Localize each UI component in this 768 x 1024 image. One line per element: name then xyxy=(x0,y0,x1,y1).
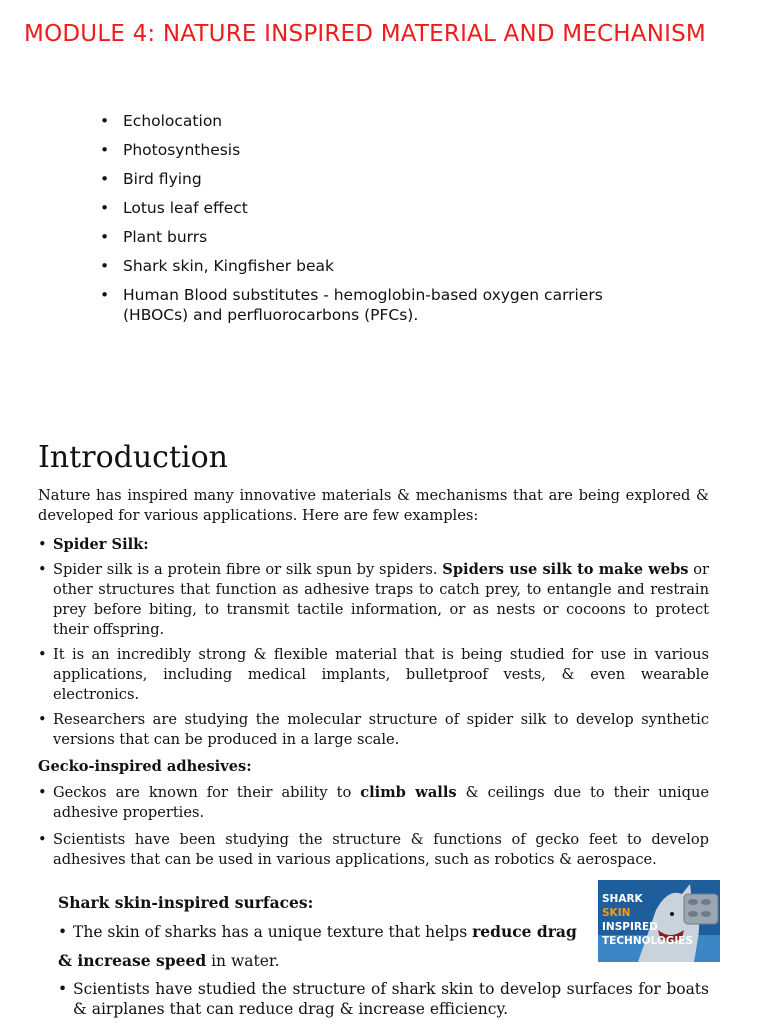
gecko-bullet xyxy=(38,783,709,823)
topic-item: • Photosynthesis xyxy=(100,140,660,160)
spider-silk-bullets-2 xyxy=(38,645,709,705)
emphasis: climb walls xyxy=(360,784,457,801)
spider-silk-bullets xyxy=(38,560,709,640)
topic-list xyxy=(100,111,660,334)
text: Geckos are known for their ability to xyxy=(53,784,361,801)
image-caption-line: TECHNOLOGIES xyxy=(602,935,694,947)
intro-lead-section xyxy=(38,486,709,526)
introduction-heading: Introduction xyxy=(38,440,228,475)
text: Scientists have studied the structure of shark skin to develop surfaces for boats & airplanes that can reduce drag & increase efficiency. xyxy=(73,980,709,1018)
topic-item: • Human Blood substitutes - hemoglobin-based oxygen carriers (HBOCs) and perfluorocarbons (PFCs). xyxy=(100,285,660,325)
text: Spider silk is a protein fibre or silk spun by spiders. xyxy=(53,561,443,578)
shark-bullet xyxy=(58,979,709,1019)
spider-silk-heading xyxy=(38,535,709,555)
bullet-glyph: • xyxy=(58,923,68,941)
text: The skin of sharks has a unique texture that helps xyxy=(73,923,473,941)
topic-item: • Plant burrs xyxy=(100,227,660,247)
gecko-bullets-2 xyxy=(38,830,709,870)
emphasis: Spiders use silk to make webs xyxy=(442,561,689,578)
emphasis: & increase speed xyxy=(58,951,207,970)
gecko-bullets xyxy=(38,783,709,823)
bullet-glyph: • xyxy=(58,980,68,998)
module-title: MODULE 4: NATURE INSPIRED MATERIAL AND MECHANISM xyxy=(24,21,706,47)
topic-item: • Shark skin, Kingfisher beak xyxy=(100,256,660,276)
emphasis: reduce drag xyxy=(472,922,577,941)
topic-item: • Lotus leaf effect xyxy=(100,198,660,218)
spider-silk-bullets-3 xyxy=(38,710,709,750)
image-caption-line: SKIN xyxy=(602,907,631,919)
shark-technologies-image xyxy=(598,880,720,962)
shark-title: Shark skin-inspired surfaces: xyxy=(58,893,314,912)
spider-silk-title: Spider Silk: xyxy=(53,536,149,553)
intro-lead: Nature has inspired many innovative materials & mechanisms that are being explored & developed for various applications. Here are few examples: xyxy=(38,487,709,524)
topic-item: • Bird flying xyxy=(100,169,660,189)
image-caption-line: SHARK xyxy=(602,893,643,905)
spider-silk-bullet xyxy=(38,560,709,640)
spider-silk-bullet: • It is an incredibly strong & flexible material that is being studied for use in various applications, including medical implants, bulletproof vests, & even wearable electronics. xyxy=(38,645,709,705)
text: or other structures that function as adhesive traps to catch prey, to entangle and restrain prey before biting, to transmit tactile information, or as nests or cocoons to protect their offspring. xyxy=(53,561,709,638)
text: in water. xyxy=(206,952,280,970)
text: & ceilings due to their unique adhesive properties. xyxy=(53,784,709,821)
spider-silk-bullet: • Researchers are studying the molecular structure of spider silk to develop synthetic versions that can be produced in a large scale. xyxy=(38,710,709,750)
image-caption-line: INSPIRED xyxy=(602,921,658,933)
spider-silk-section xyxy=(38,535,709,555)
gecko-title: Gecko-inspired adhesives: xyxy=(38,758,252,775)
topic-item: • Echolocation xyxy=(100,111,660,131)
shark-bullet xyxy=(58,921,588,943)
gecko-heading-section xyxy=(38,757,709,777)
gecko-bullet: • Scientists have been studying the structure & functions of gecko feet to develop adhesives that can be used in various applications, such as robotics & aerospace. xyxy=(38,830,709,870)
